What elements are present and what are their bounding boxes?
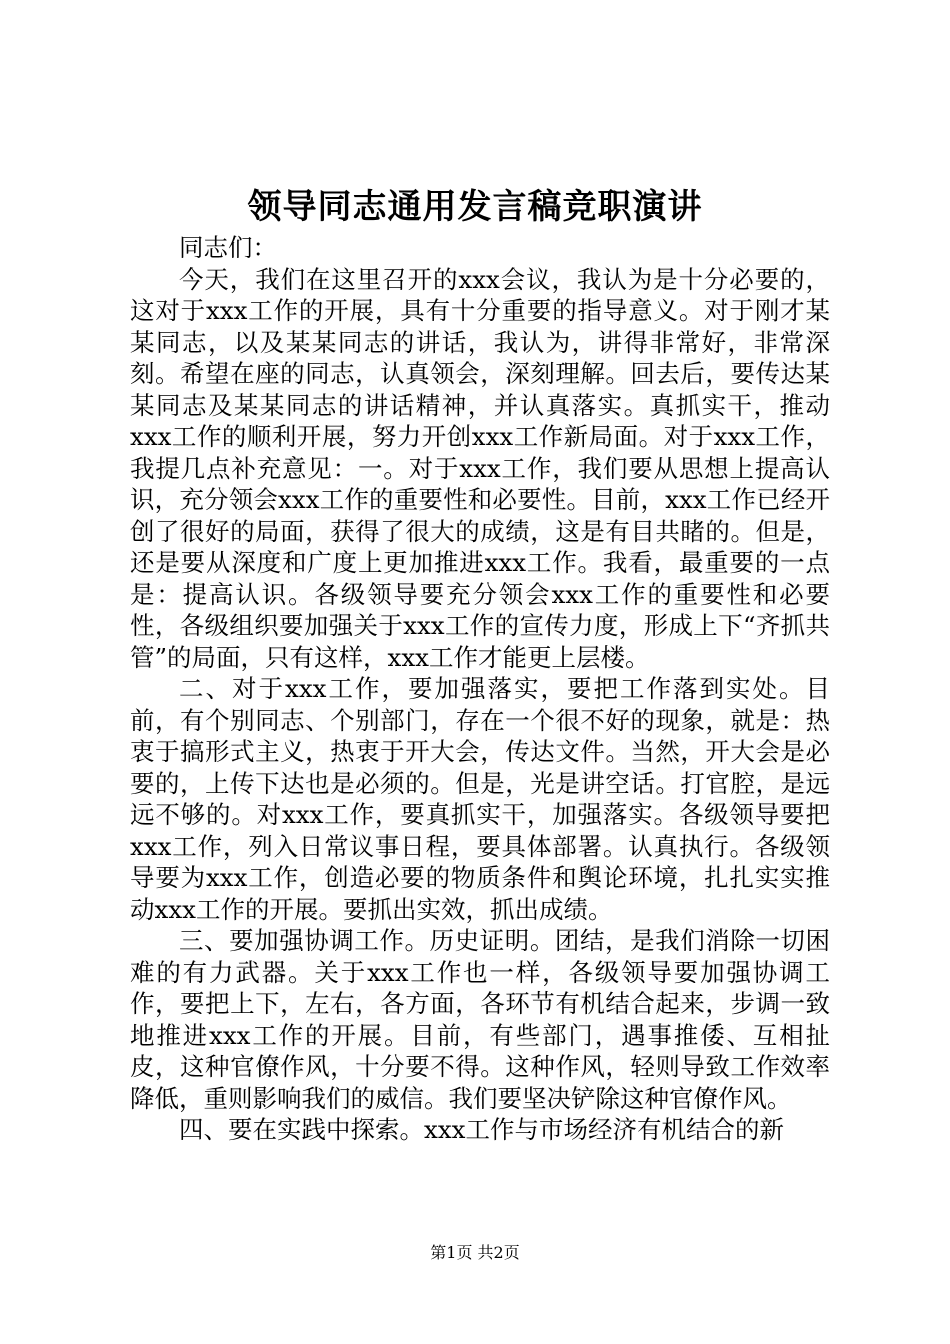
- document-title: 领导同志通用发言稿竞职演讲: [247, 187, 703, 227]
- paragraph-2: 二、对于xxx工作，要加强落实，要把工作落到实处。目前，有个别同志、个别部门，存在一个很不好的现象，就是：热衷于搞形式主义，热衷于开大会，传达文件。当然，开大会是必要的，上传下达也是必须的。但是，光是讲空话。打官腔，是远远不够的。对xxx工作，要真抓实干，加强落实。各级领导要把xxx工作，列入日常议事日程，要具体部署。认真执行。各级领导要为xxx工作，创造必要的物质条件和舆论环境，扎扎实实推动xxx工作的开展。要抓出实效，抓出成绩。: [130, 674, 830, 924]
- document-body: [130, 232, 830, 1146]
- paragraph-4: 四、要在实践中探索。xxx工作与市场经济有机结合的新: [179, 1115, 784, 1144]
- salutation: 同志们：: [179, 233, 277, 262]
- page-footer: 第1页 共2页: [430, 1243, 520, 1262]
- paragraph-3: 三、要加强协调工作。历史证明。团结，是我们消除一切困难的有力武器。关于xxx工作也一样，各级领导要加强协调工作，要把上下，左右，各方面，各环节有机结合起来，步调一致地推进xxx工作的开展。目前，有些部门，遇事推倭、互相扯皮，这种官僚作风，十分要不得。这种作风，轻则导致工作效率降低，重则影响我们的威信。我们要坚决铲除这种官僚作风。: [130, 926, 830, 1113]
- paragraph-1: 今天，我们在这里召开的xxx会议，我认为是十分必要的，这对于xxx工作的开展，具有十分重要的指导意义。对于刚才某某同志，以及某某同志的讲话，我认为，讲得非常好，非常深刻。希望在座的同志，认真领会，深刻理解。回去后，要传达某某同志及某某同志的讲话精神，并认真落实。真抓实干，推动xxx工作的顺利开展，努力开创xxx工作新局面。对于xxx工作，我提几点补充意见：一。对于xxx工作，我们要从思想上提高认识，充分领会xxx工作的重要性和必要性。目前，xxx工作已经开创了很好的局面，获得了很大的成绩，这是有目共睹的。但是，还是要从深度和广度上更加推进xxx工作。我看，最重要的一点是：提高认识。各级领导要充分领会xxx工作的重要性和必要性，各级组织要加强关于xxx工作的宣传力度，形成上下“齐抓共管”的局面，只有这样，xxx工作才能更上层楼。: [130, 264, 830, 672]
